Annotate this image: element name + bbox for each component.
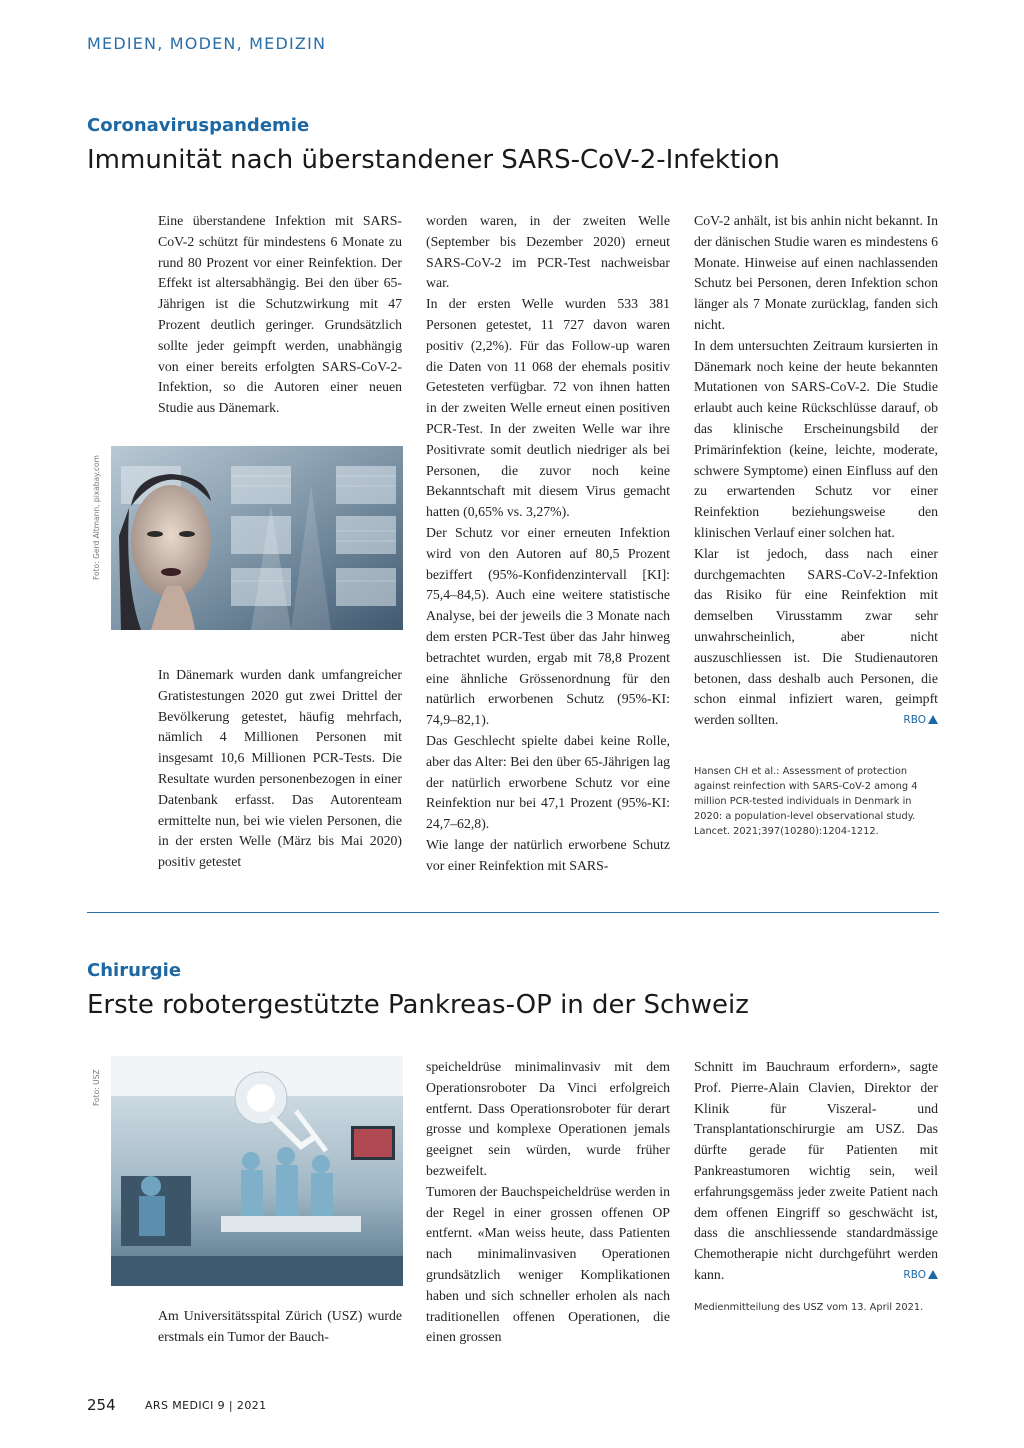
article2-reference: Medienmitteilung des USZ vom 13. April 2021. bbox=[694, 1302, 924, 1313]
article1-col2-p2: In der ersten Welle wurden 533 381 Personen getestet, 11 727 davon waren positiv (2,2%). Für das Follow-up waren die Daten von 11 068 der ehemals positiv Getesteten verfügbar. 72 von ihnen hatten in der zweiten Welle erneut einen positiven PCR-Test. In der zweiten Welle war ihre Positivrate somit deutlich niedriger als bei Personen, die zuvor noch keine Bekanntschaft mit diesem Virus gemacht hatten (0,65% vs. 3,27%). bbox=[426, 296, 670, 520]
article1-col1-bottom bbox=[158, 665, 402, 873]
article2-kicker: Chirurgie bbox=[87, 960, 182, 981]
article2-photo-credit: Foto: USZ bbox=[92, 1069, 101, 1106]
operating-room-image bbox=[111, 1056, 403, 1286]
article2-col2-p1: speicheldrüse minimalinvasiv mit dem Operationsroboter Da Vinci erfolgreich entfernt. Dass Operationsroboter für derart grosse und komplexe Operationen jemals geeignet sein würden, wurde früher bezweifelt. bbox=[426, 1059, 670, 1178]
article2-col1-text: Am Universitätsspital Zürich (USZ) wurde erstmals ein Tumor der Bauch- bbox=[158, 1308, 402, 1344]
article1-col3-p3-text: Klar ist jedoch, dass nach einer durchgemachten SARS-CoV-2-Infektion das Risiko für eine Reinfektion mit demselben Virusstamm zwar sehr unwahrscheinlich, aber nicht auszuschliessen ist. Die Studienautoren betonen, dass deshalb auch Personen, die schon einmal infiziert waren, geimpft werden sollten. bbox=[694, 545, 938, 728]
article2-col3-p1 bbox=[694, 1057, 938, 1286]
article1-photo bbox=[111, 446, 403, 630]
page-number: 254 bbox=[87, 1396, 116, 1414]
article1-signature-text: RBO bbox=[903, 714, 926, 727]
article1-intro: Eine überstandene Infektion mit SARS-CoV-2 schützt für mindestens 6 Monate zu rund 80 Prozent vor einer Reinfektion. Der Effekt ist altersabhängig. Bei den über 65-Jährigen ist die Schutzwirkung mit 47 Prozent deutlich geringer. Grundsätzlich sollte jeder geimpft werden, unabhängig von einer bereits erfolgten SARS-CoV-2-Infektion, so die Autoren einer neuen Studie aus Dänemark. bbox=[158, 213, 402, 416]
section-label: MEDIEN, MODEN, MEDIZIN bbox=[87, 34, 327, 53]
article1-col2-p4: Das Geschlecht spielte dabei keine Rolle, aber das Alter: Bei den über 65-Jährigen lag der natürlich erworbene Schutz vor eine Reinfektion nur bei 47,1 Prozent (95%-KI: 24,7–62,8). bbox=[426, 732, 670, 832]
article2-col3-p1-text: Schnitt im Bauchraum erfordern», sagte Prof. Pierre-Alain Clavien, Direktor der Klinik für Viszeral- und Transplantationschirurgie am USZ. Das dürfte gerade für Patienten mit Pankreastumoren wichtig sein, weil erfahrungsgemäss jeder zweite Patient nach dem offenen Eingriff so geschwächt ist, dass die anschliessende standardmässige Chemotherapie nicht durchgeführt werden kann. bbox=[694, 1059, 938, 1282]
article2-col1 bbox=[158, 1306, 402, 1348]
article1-col2 bbox=[426, 211, 670, 877]
article1-col3 bbox=[694, 211, 938, 731]
triangle-icon bbox=[928, 1270, 938, 1279]
article2-signature bbox=[903, 1265, 938, 1286]
article1-photo-credit: Foto: Gerd Altmann, pixabay.com bbox=[92, 455, 101, 580]
article2-col3 bbox=[694, 1057, 938, 1286]
article2-col2-p2: Tumoren der Bauchspeicheldrüse werden in der Regel in einer grossen offenen OP entfernt. «Man weiss heute, dass Patienten nach minimalinvasiven Operationen grundsätzlich weniger Komplikationen haben und sich schneller erholen als nach traditionellen offenen Operationen, die einen grossen bbox=[426, 1183, 670, 1345]
article1-col3-p2: In dem untersuchten Zeitraum kursierten in Dänemark noch keine der heute bekannten Mutationen von SARS-CoV-2. Die Studie erlaubt auch keine Rückschlüsse darauf, ob das klinische Erscheinungsbild der Primärinfektion (keine, leichte, moderate, schwere Symptome) einen Einfluss auf den zu erwartenden Schutz vor einer Reinfektion beziehungsweise den klinischen Verlauf einer solchen hat. bbox=[694, 337, 938, 540]
publication-name: ARS MEDICI 9 | 2021 bbox=[145, 1399, 267, 1412]
article1-col2-p1: worden waren, in der zweiten Welle (September bis Dezember 2020) erneut SARS-CoV-2 im PCR-Test nachweisbar war. bbox=[426, 213, 670, 291]
article1-col2-p5: Wie lange der natürlich erworbene Schutz vor einer Reinfektion mit SARS- bbox=[426, 836, 670, 873]
article1-kicker: Coronaviruspandemie bbox=[87, 115, 310, 136]
article2-photo bbox=[111, 1056, 403, 1286]
article1-reference: Hansen CH et al.: Assessment of protection against reinfection with SARS-CoV-2 among 4 million PCR-tested individuals in Denmark in 2020: a population-level observational study. Lancet. 2021;397(10280):1204-1212. bbox=[694, 766, 918, 837]
article2-col2 bbox=[426, 1057, 670, 1348]
article1-col1-top bbox=[158, 211, 402, 419]
section-divider bbox=[87, 912, 939, 913]
woman-calendar-image bbox=[111, 446, 403, 630]
article1-col1-text: In Dänemark wurden dank umfangreicher Gratistestungen 2020 gut zwei Drittel der Bevölkerung getestet, häufig mehrfach, nämlich 4 Millionen Personen mit insgesamt 10,6 Millionen PCR-Tests. Die Resultate wurden personenbezogen in einer Datenbank erfasst. Das Autorenteam ermittelte nun, bei wie vielen Personen, die in der ersten Welle (März bis Mai 2020) positiv getestet bbox=[158, 667, 402, 870]
article1-col2-p3: Der Schutz vor einer erneuten Infektion wird von den Autoren auf 80,5 Prozent beziffert (95%-Konfidenzintervall [KI]: 75,4–84,5). Auch eine weitere statistische Analyse, bei der jeweils die 3 Monate nach dem ersten PCR-Test über das Jahr hinweg betrachtet wurden, ergab mit 78,8 Prozent eine ähnliche Grössenordnung für den natürlich erworbenen Schutz (95%-KI: 74,9–82,1). bbox=[426, 524, 670, 728]
article1-col3-p3 bbox=[694, 544, 938, 731]
article2-signature-text: RBO bbox=[903, 1268, 926, 1281]
article1-title: Immunität nach überstandener SARS-CoV-2-Infektion bbox=[87, 145, 780, 175]
triangle-icon bbox=[928, 715, 938, 724]
article1-signature bbox=[903, 710, 938, 731]
article1-col3-p1: CoV-2 anhält, ist bis anhin nicht bekannt. In der dänischen Studie waren es mindestens 6 Monate. Hinweise auf einen nachlassenden Schutz bei Personen, deren Infektion schon länger als 7 Monate zurücklag, fanden sich nicht. bbox=[694, 213, 938, 332]
article2-title: Erste robotergestützte Pankreas-OP in der Schweiz bbox=[87, 990, 749, 1020]
